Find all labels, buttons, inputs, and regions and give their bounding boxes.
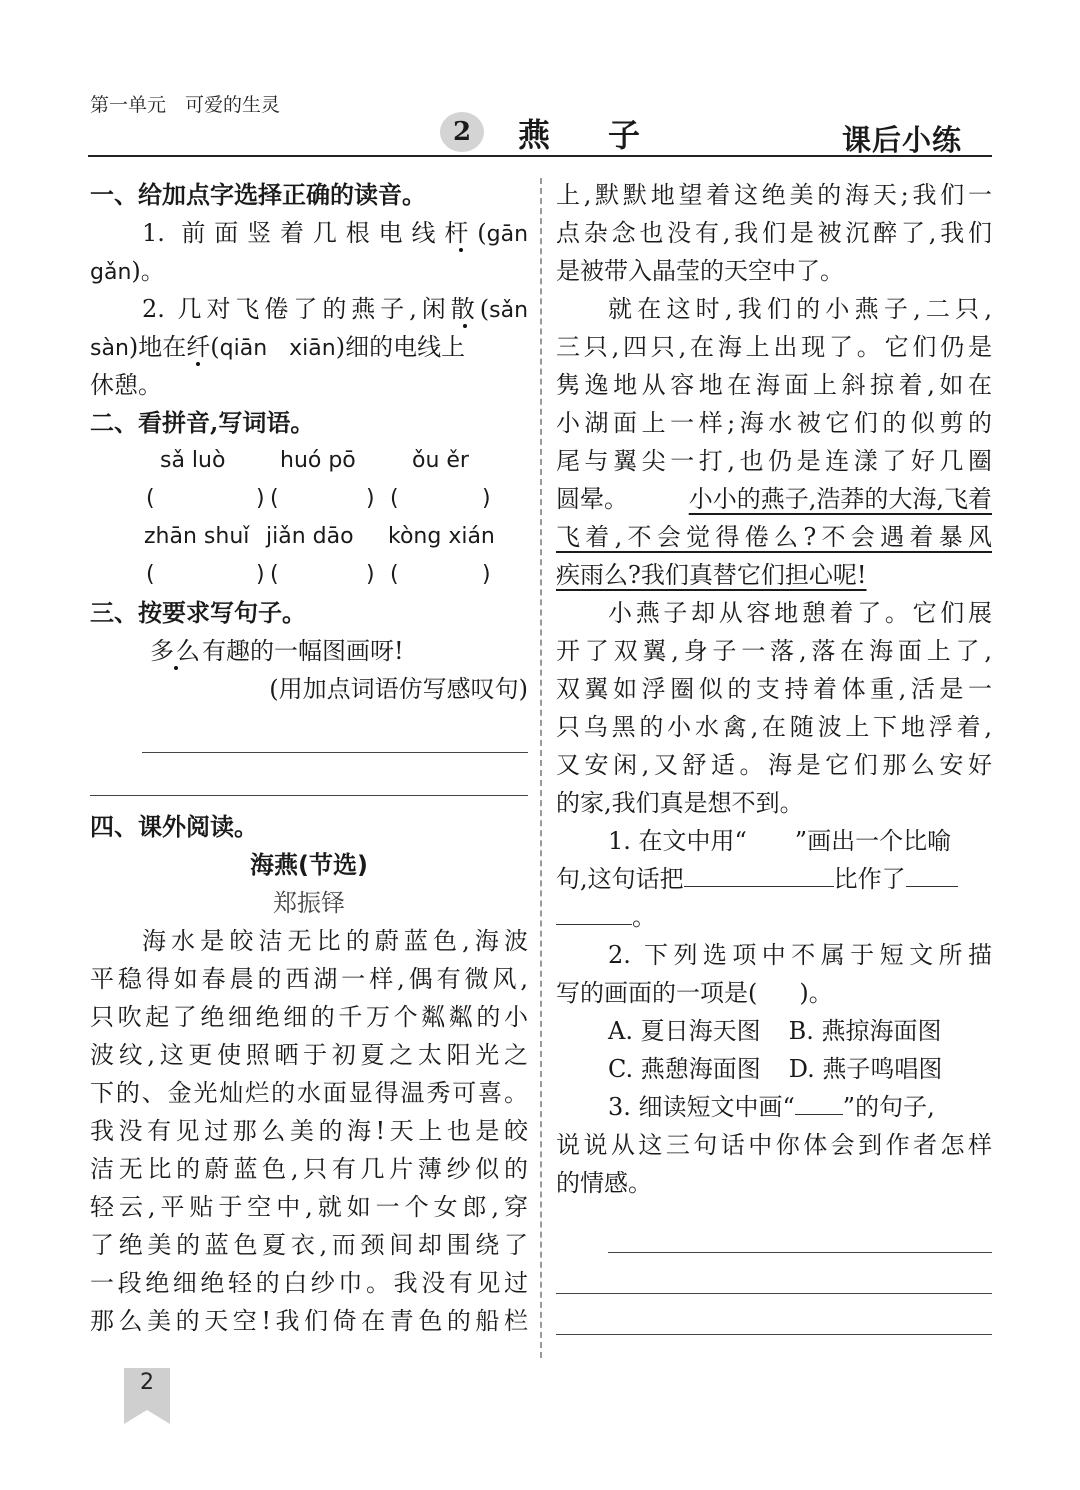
page-number: 2 xyxy=(140,1370,154,1395)
answer-parens-row-1[interactable]: ( ) ( ) ( ) xyxy=(146,486,491,511)
wavy-line-sample xyxy=(747,822,795,844)
option-d[interactable]: D. 燕子鸣唱图 xyxy=(788,1055,943,1083)
passage-line: 双翼如浮圈似的支持着体重,活是一 xyxy=(556,675,992,703)
pinyin-option[interactable]: xiān xyxy=(289,336,336,361)
q3-heading: 三、按要求写句子。 xyxy=(90,598,306,627)
option-c[interactable]: C. 燕憩海面图 xyxy=(608,1055,761,1083)
passage-line xyxy=(556,556,992,594)
passage-line: 又安闲,又舒适。海是它们那么安好 xyxy=(556,751,992,779)
header-rule xyxy=(88,155,992,157)
passage-line: 小湖面上一样;海水被它们的似剪的 xyxy=(556,409,992,437)
dotted-char: 杆 xyxy=(444,219,478,247)
q4-sub2-line1: 2. 下列选项中不属于短文所描 xyxy=(608,941,992,969)
answer-blank[interactable] xyxy=(556,902,632,925)
reading-author: 郑振铎 xyxy=(273,889,345,917)
left-column xyxy=(90,176,528,1340)
underline-sample xyxy=(795,1092,843,1115)
lesson-number-badge: 2 xyxy=(440,112,484,152)
q4-heading: 四、课外阅读。 xyxy=(90,812,258,841)
reading-title: 海燕(节选) xyxy=(250,851,368,879)
q1-item2-line3: 休憩。 xyxy=(90,371,162,399)
q4-sub1-line1: 1. 在文中用“ ”画出一个比喻 xyxy=(556,822,992,860)
passage-line: 我没有见过那么美的海!天上也是皎 xyxy=(90,1117,528,1145)
option-b[interactable]: B. 燕掠海面图 xyxy=(788,1017,942,1045)
dotted-word: 多么 xyxy=(150,637,202,665)
pinyin-option[interactable]: gān xyxy=(486,222,529,247)
passage-line: 的家,我们真是想不到。 xyxy=(556,789,804,817)
lesson-title: 燕子 xyxy=(518,116,699,154)
q1-item1-line2: gǎn)。 xyxy=(90,257,165,285)
pinyin-option[interactable]: sàn xyxy=(90,336,129,361)
passage-line: 海水是皎洁无比的蔚蓝色,海波 xyxy=(142,927,528,955)
pinyin-word: zhān shuǐ xyxy=(144,524,250,549)
q4-options-row2 xyxy=(556,1050,992,1088)
passage-line: 圆晕。 小小的燕子,浩莽的大海,飞着 xyxy=(556,480,992,518)
q4-sub3-line1: 3. 细读短文中画“ ”的句子, xyxy=(608,1093,935,1121)
pinyin-word: huó pō xyxy=(280,448,356,473)
passage-line: 三只,四只,在海上出现了。它们仍是 xyxy=(556,333,992,361)
practice-label: 课后小练 xyxy=(842,123,963,157)
q4-sub1-line2: 句,这句话把 比作了 xyxy=(556,860,992,898)
q4-sub3-line2: 说说从这三句话中你体会到作者怎样 xyxy=(556,1131,992,1159)
pinyin-word: ǒu ěr xyxy=(412,448,469,473)
pinyin-row-2 xyxy=(90,518,528,556)
passage-line: 下的、金光灿烂的水面显得温秀可喜。 xyxy=(90,1079,528,1107)
passage-line: 洁无比的蔚蓝色,只有几片薄纱似的 xyxy=(90,1155,528,1183)
unit-label: 第一单元 可爱的生灵 xyxy=(90,94,281,116)
q1-item1-line1: 1. 前面竖着几根电线杆(gān xyxy=(142,219,529,247)
q4-sub2-line2: 写的画面的一项是( )。 xyxy=(556,979,833,1007)
q4-options-row1 xyxy=(556,1012,992,1050)
q3-sentence: 多么有趣的一幅图画呀! xyxy=(150,637,404,665)
passage-line: 尾与翼尖一打,也仍是连漾了好几圈 xyxy=(556,447,992,475)
q2-heading: 二、看拼音,写词语。 xyxy=(90,408,315,437)
pinyin-option[interactable]: sǎn xyxy=(489,298,529,323)
answer-blank[interactable] xyxy=(684,864,834,887)
passage-line: 只吹起了绝细绝细的千万个粼粼的小 xyxy=(90,1003,528,1031)
option-a[interactable]: A. 夏日海天图 xyxy=(608,1017,761,1045)
passage-line: 波纹,这更使照晒于初夏之太阳光之 xyxy=(90,1041,528,1069)
right-column xyxy=(556,176,992,1335)
answer-blank[interactable] xyxy=(906,864,958,887)
q1-item2-line2: sàn)地在纤(qiān xiān)细的电线上 xyxy=(90,333,466,361)
passage-line: 轻云,平贴于空中,就如一个女郎,穿 xyxy=(90,1193,528,1221)
passage-line: 就在这时,我们的小燕子,二只, xyxy=(608,295,992,323)
passage-line: 上,默默地望着这绝美的海天;我们一 xyxy=(556,181,992,209)
passage-line: 是被带入晶莹的天空中了。 xyxy=(556,257,844,285)
passage-line: 一段绝细绝轻的白纱巾。我没有见过 xyxy=(90,1269,528,1297)
passage-line: 隽逸地从容地在海面上斜掠着,如在 xyxy=(556,371,992,399)
underlined-sentence: 小小的燕子,浩莽的大海,飞着 xyxy=(688,485,992,513)
q3-requirement: (用加点词语仿写感叹句) xyxy=(269,675,528,703)
passage-line: 只乌黑的小水禽,在随波上下地浮着, xyxy=(556,713,992,741)
underlined-sentence: 疾雨么?我们真替它们担心呢! xyxy=(556,561,867,589)
q1-heading: 一、给加点字选择正确的读音。 xyxy=(90,180,426,209)
passage-line: 开了双翼,身子一落,落在海面上了, xyxy=(556,637,992,665)
passage-line: 平稳得如春晨的西湖一样,偶有微风, xyxy=(90,965,528,993)
q4-sub1-line3: 。 xyxy=(556,898,992,936)
dotted-char: 纤 xyxy=(186,333,211,361)
pinyin-row-1 xyxy=(90,442,528,480)
answer-parens-row-2[interactable]: ( ) ( ) ( ) xyxy=(146,562,491,587)
dotted-char: 散 xyxy=(450,295,480,323)
q1-item2-line1: 2. 几对飞倦了的燕子,闲散(sǎn xyxy=(142,295,529,323)
q4-sub3-line3: 的情感。 xyxy=(556,1169,652,1197)
pinyin-option[interactable]: gǎn xyxy=(90,260,132,285)
passage-line: 那么美的天空!我们倚在青色的船栏 xyxy=(90,1307,528,1335)
answer-line[interactable] xyxy=(556,1334,992,1335)
column-divider xyxy=(540,178,542,1358)
page-number-tab xyxy=(124,1368,170,1424)
underlined-sentence: 飞着,不会觉得倦么?不会遇着暴风 xyxy=(556,523,992,551)
passage-line xyxy=(556,518,992,556)
passage-line: 了绝美的蓝色夏衣,而颈间却围绕了 xyxy=(90,1231,528,1259)
pinyin-option[interactable]: qiān xyxy=(219,336,268,361)
passage-line: 点杂念也没有,我们是被沉醉了,我们 xyxy=(556,219,992,247)
pinyin-word: sǎ luò xyxy=(160,448,226,473)
pinyin-word: jiǎn dāo xyxy=(266,524,354,549)
pinyin-word: kòng xián xyxy=(388,524,495,549)
passage-line: 小燕子却从容地憩着了。它们展 xyxy=(608,599,992,627)
